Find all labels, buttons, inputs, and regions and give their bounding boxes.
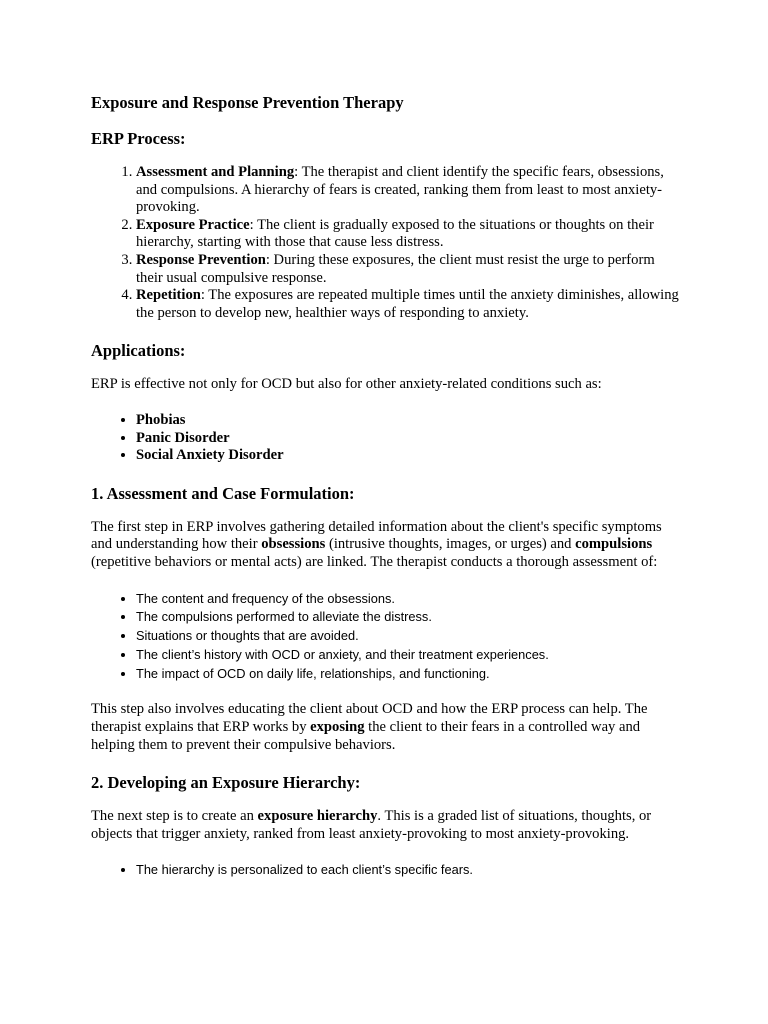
list-item: 2. Exposure Practice: The client is gradually exposed to the situations or thoughts on their hierarchy, starting with those that cause less distress. [136,217,681,252]
assessment-list [91,590,681,684]
list-item: • The impact of OCD on daily life, relationships, and functioning. [136,665,681,684]
list-item: 1. Assessment and Planning: The therapist and client identify the specific fears, obsessions, and compulsions. A hierarchy of fears is created, ranking them from least to most anxiety-provoking. [136,164,681,217]
erp-process-steps [91,164,681,322]
list-item: • The hierarchy is personalized to each client’s specific fears. [136,861,681,880]
list-item: • Situations or thoughts that are avoided. [136,627,681,646]
assessment-heading: 1. Assessment and Case Formulation: [91,483,355,503]
document-title: Exposure and Response Prevention Therapy [91,93,404,112]
list-item: • The content and frequency of the obsessions. [136,590,681,609]
assessment-paragraph: The first step in ERP involves gathering detailed information about the client's specific symptoms and understanding how their obsessions (intrusive thoughts, images, or urges) and compulsions (repetitive behaviors or mental acts) are linked. The therapist conducts a thorough assessment of: [91,518,662,570]
list-item: • Phobias [136,412,681,430]
list-item: • Panic Disorder [136,430,681,448]
document-page [91,92,681,880]
erp-process-heading: ERP Process: [91,129,186,148]
list-item: • Social Anxiety Disorder [136,447,681,465]
applications-list [91,412,681,465]
applications-heading: Applications: [91,341,186,361]
hierarchy-heading: 2. Developing an Exposure Hierarchy: [91,773,361,793]
list-item: 4. Repetition: The exposures are repeated multiple times until the anxiety diminishes, allowing the person to develop new, healthier ways of responding to anxiety. [136,287,681,322]
list-item: 3. Response Prevention: During these exposures, the client must resist the urge to perform their usual compulsive response. [136,252,681,287]
hierarchy-list [91,861,681,880]
assessment-education-paragraph: This step also involves educating the client about OCD and how the ERP process can help. The therapist explains that ERP works by exposing the client to their fears in a controlled way and helping them to prevent their compulsive behaviors. [91,701,648,753]
hierarchy-paragraph: The next step is to create an exposure hierarchy. This is a graded list of situations, thoughts, or objects that trigger anxiety, ranked from least anxiety-provoking to most anxiety-provoking. [91,808,652,842]
applications-intro: ERP is effective not only for OCD but also for other anxiety-related conditions such as: [91,376,602,393]
list-item: • The compulsions performed to alleviate the distress. [136,608,681,627]
list-item: • The client’s history with OCD or anxiety, and their treatment experiences. [136,646,681,665]
